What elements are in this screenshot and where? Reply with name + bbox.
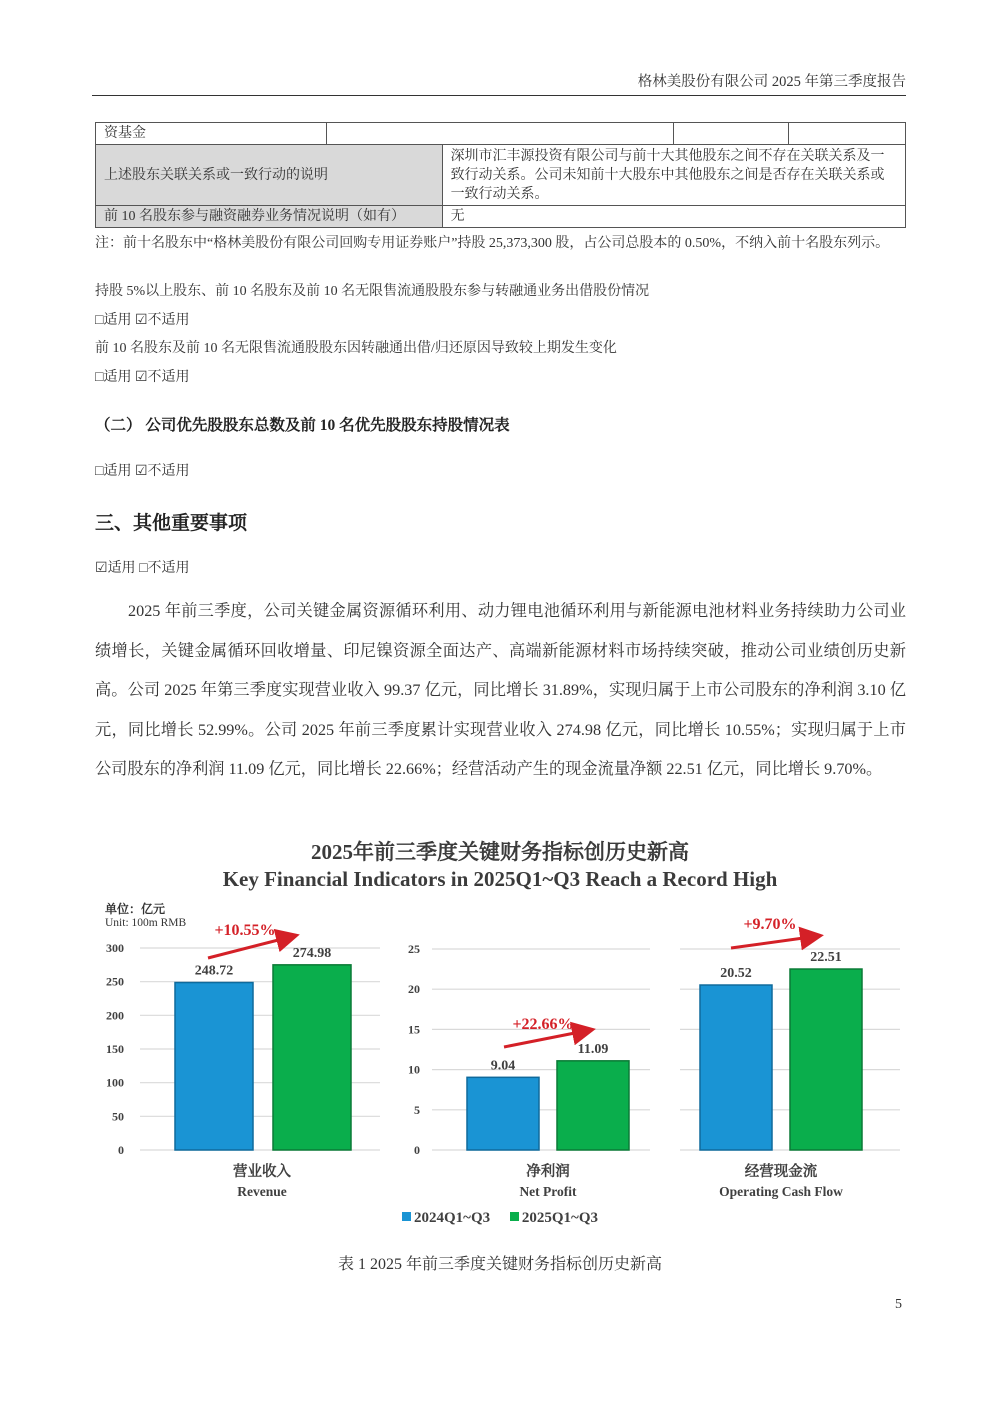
- y-tick-label: 300: [106, 941, 124, 955]
- figure-caption: 表 1 2025 年前三季度关键财务指标创历史新高: [337, 1256, 662, 1273]
- option-label: 适用: [107, 561, 136, 576]
- checked-box-icon[interactable]: ☑: [134, 464, 148, 479]
- category-label-cn: 经营现金流: [744, 1164, 818, 1180]
- growth-arrow-icon: [731, 936, 818, 948]
- y-tick-label: 100: [106, 1075, 124, 1090]
- performance-paragraph: 2025 年前三季度，公司关键金属资源循环利用、动力锂电池循环利用与新能源电池材料业务持续助力公司业绩增长，关键金属循环回收增量、印尼镍资源全面达产、高端新能源材料市场持续突破，推动公司业绩创历史新高。公司 2025 年第三季度实现营业收入 99.37 亿元，同比增长 31.89%，实现归属于上市公司股东的净利润 3.10 亿元，同比增长 52.99%。公司 2025 年前三季度累计实现营业收入 274.98 亿元，同比增长 10.55%；实现归属于上市公司股东的净利润 11.09 亿元，同比增长 22.66%；经营活动产生的现金流量净额 22.51 亿元，同比增长 9.70%。: [95, 602, 906, 779]
- legend-swatch-green: [510, 1212, 519, 1221]
- repurchase-note: 注：前十名股东中“格林美股份有限公司回购专用证券账户”持股 25,373,300 股，占公司总股本的 0.50%，不纳入前十名股东列示。: [95, 236, 890, 251]
- chart-title: 2025年前三季度关键财务指标创历史新高: [311, 840, 689, 864]
- legend-label: 2025Q1~Q3: [521, 1210, 599, 1226]
- option-label: 不适用: [147, 370, 190, 385]
- legend-swatch-blue: [402, 1212, 411, 1221]
- y-tick-label: 200: [106, 1008, 124, 1023]
- chart-unit-cn: 单位：亿元: [105, 902, 166, 916]
- unchecked-box-icon[interactable]: □: [139, 561, 148, 576]
- checked-box-icon[interactable]: ☑: [95, 561, 108, 576]
- category-label-cn: 净利润: [526, 1164, 570, 1180]
- category-label-en: Revenue: [237, 1184, 287, 1199]
- y-tick-label: 10: [408, 1062, 420, 1077]
- table-cell-label: 前 10 名股东参与融资融券业务情况说明（如有）: [96, 206, 443, 228]
- data-label: 274.98: [292, 945, 332, 961]
- y-tick-label: 0: [118, 1143, 124, 1157]
- table-cell-value: 深圳市汇丰源投资有限公司与前十大其他股东之间不存在关联关系及一致行动关系。公司未知前十大股东中其他股东之间是否存在关联关系或一致行动关系。: [442, 145, 905, 206]
- legend-item-2025: [510, 1210, 598, 1227]
- y-tick-label: 15: [408, 1022, 420, 1037]
- report-header: 格林美股份有限公司 2025 年第三季度报告: [637, 74, 906, 90]
- table-cell: 资基金: [96, 123, 327, 145]
- y-tick-label: 20: [408, 982, 420, 997]
- page-number: 5: [895, 1297, 902, 1312]
- chart-subtitle: Key Financial Indicators in 2025Q1~Q3 Reach a Record High: [222, 867, 778, 891]
- bar-2025: [273, 965, 351, 1150]
- category-label-cn: 营业收入: [233, 1164, 291, 1180]
- option-label: 不适用: [147, 561, 190, 576]
- y-tick-label: 5: [414, 1102, 420, 1117]
- option-label: 适用: [103, 464, 132, 479]
- bar-2024: [175, 983, 253, 1150]
- y-tick-label: 25: [408, 942, 420, 956]
- y-tick-label: 50: [112, 1109, 124, 1124]
- bar-2025: [557, 1061, 629, 1150]
- option-label: 不适用: [147, 313, 190, 328]
- category-label-en: Operating Cash Flow: [719, 1184, 843, 1199]
- category-label-en: Net Profit: [519, 1184, 577, 1199]
- growth-label: +10.55%: [214, 922, 276, 939]
- checked-box-icon[interactable]: ☑: [134, 370, 148, 385]
- data-label: 248.72: [194, 963, 234, 979]
- growth-label: +9.70%: [743, 916, 797, 933]
- option-label: 适用: [103, 370, 132, 385]
- data-label: 11.09: [577, 1041, 609, 1057]
- unchecked-box-icon[interactable]: □: [95, 313, 104, 328]
- change-title: 前 10 名股东及前 10 名无限售流通股股东因转融通出借/归还原因导致较上期发生变化: [95, 341, 617, 356]
- data-label: 22.51: [810, 950, 842, 966]
- bar-2024: [467, 1077, 539, 1150]
- y-tick-label: 0: [414, 1143, 420, 1157]
- data-label: 9.04: [490, 1058, 516, 1074]
- table-cell-label: 上述股东关联关系或一致行动的说明: [96, 145, 443, 206]
- bar-2024: [700, 985, 772, 1150]
- y-tick-label: 250: [106, 974, 124, 989]
- option-label: 适用: [103, 313, 132, 328]
- bar-2025: [790, 969, 862, 1150]
- unchecked-box-icon[interactable]: □: [95, 464, 104, 479]
- legend-label: 2024Q1~Q3: [413, 1210, 491, 1226]
- section-heading-other: 三、其他重要事项: [95, 513, 248, 534]
- lending-title: 持股 5%以上股东、前 10 名股东及前 10 名无限售流通股股东参与转融通业务出借股份情况: [95, 284, 650, 299]
- growth-label: +22.66%: [512, 1016, 574, 1033]
- data-label: 20.52: [720, 966, 752, 982]
- growth-arrow-icon: [208, 936, 294, 958]
- unchecked-box-icon[interactable]: □: [95, 370, 104, 385]
- checked-box-icon[interactable]: ☑: [134, 313, 148, 328]
- table-cell-value: 无: [442, 206, 905, 228]
- y-tick-label: 150: [106, 1042, 124, 1056]
- chart-unit-en: Unit: 100m RMB: [105, 917, 187, 929]
- section-heading-preferred: （二） 公司优先股股东总数及前 10 名优先股股东持股情况表: [95, 417, 510, 434]
- option-label: 不适用: [147, 464, 190, 479]
- chart-legend: [0, 1210, 1000, 1227]
- legend-item-2024: [402, 1210, 490, 1227]
